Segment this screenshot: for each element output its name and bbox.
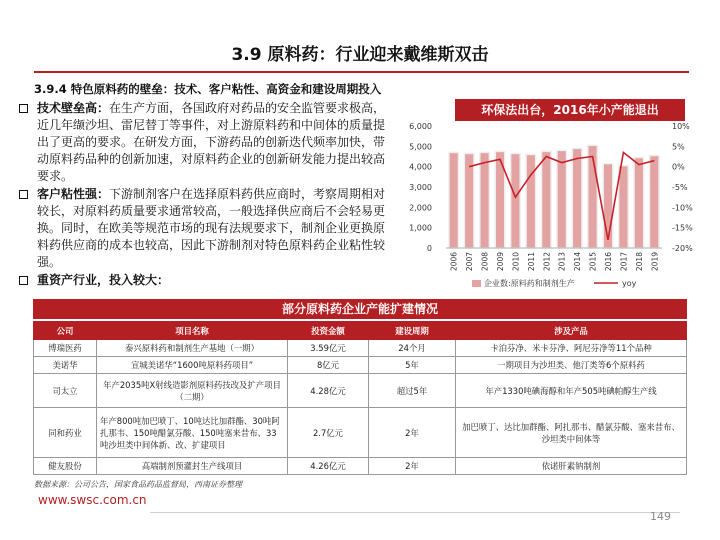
right-axis-tick-label: -5% <box>672 183 688 192</box>
category-label: 2014 <box>573 252 583 272</box>
table-banner: 部分原料药企业产能扩建情况 <box>33 299 687 319</box>
left-axis-tick-label: 0 <box>426 244 432 253</box>
table-row <box>34 357 687 374</box>
cell-project: 高端制剂预灌封生产线项目 <box>97 458 288 475</box>
category-label: 2006 <box>449 252 459 272</box>
cell-period: 超过5年 <box>369 374 456 408</box>
category-label: 2010 <box>511 252 521 272</box>
category-label: 2011 <box>526 252 536 272</box>
legend-bar-label: 企业数:原料药和制剂生产 <box>484 279 575 288</box>
bullet-item <box>19 186 391 271</box>
cell-investment: 4.28亿元 <box>288 374 369 408</box>
bar <box>557 150 567 248</box>
category-label: 2009 <box>496 252 505 272</box>
bullet-list <box>19 100 391 290</box>
bullet-item <box>19 272 391 289</box>
category-label: 2016 <box>604 252 613 272</box>
title-rule <box>34 71 689 73</box>
cell-products: 加巴喷丁、达比加群酯、阿扎那韦、醋氯芬酸、塞来昔布、沙坦类中间体等 <box>456 408 687 458</box>
bullet-box-icon <box>19 276 28 285</box>
category-label: 2007 <box>465 252 475 272</box>
website-link[interactable]: www.swsc.com.cn <box>38 493 147 507</box>
bar <box>572 148 582 248</box>
cell-investment: 4.26亿元 <box>288 458 369 475</box>
left-axis-tick-label: 1,000 <box>409 223 432 233</box>
footer-rule <box>150 512 680 513</box>
left-axis-tick-label: 2,000 <box>409 203 432 213</box>
category-label: 2015 <box>588 252 598 272</box>
cell-period: 24个月 <box>369 340 456 357</box>
category-label: 2019 <box>650 252 660 272</box>
legend-bar-swatch <box>472 280 481 287</box>
page-number: 149 <box>650 510 671 523</box>
cell-period: 5年 <box>369 357 456 374</box>
page-title: 3.9 原料药：行业迎来戴维斯双击 <box>231 45 489 65</box>
data-source-note: 数据来源：公司公告，国家食品药品监督局，西南证券整理 <box>34 480 242 489</box>
right-axis-tick-label: -10% <box>672 203 693 213</box>
right-axis-tick-label: 10% <box>672 122 690 131</box>
right-axis-tick-label: -20% <box>672 244 693 253</box>
cell-company: 司太立 <box>34 374 97 408</box>
table-header-row <box>34 322 687 340</box>
cell-project: 泰兴原料药和制剂生产基地（一期） <box>97 340 288 357</box>
category-label: 2013 <box>557 252 567 272</box>
cell-project: 年产2035吨X射线造影剂原料药技改及扩产项目（二期） <box>97 374 288 408</box>
table-row <box>34 408 687 458</box>
table-row <box>34 458 687 475</box>
bullet-text: 下游制剂客户在选择原料药供应商时，考察周期相对较长，对原料药质量要求通常较高，一般选择供应商后不会轻易更换。同时，在欧美等规范市场的现有法规要求下，制剂企业更换原料药供应商的成本也较高，因此下游制剂对特色原料药企业粘性较强。 <box>37 187 386 269</box>
bullet-box-icon <box>19 104 28 113</box>
col-period: 建设周期 <box>369 322 456 340</box>
bar <box>619 166 629 248</box>
col-company: 公司 <box>34 322 97 340</box>
bar <box>511 153 521 248</box>
cell-project: 宣城美诺华“1600吨原料药项目” <box>97 357 288 374</box>
capacity-table <box>33 321 687 475</box>
cell-products: 卡泊芬净、米卡芬净、阿尼芬净等11个品种 <box>456 340 687 357</box>
cell-products: 年产1330吨碘海醇和年产505吨碘帕醇生产线 <box>456 374 687 408</box>
section-subhead: 3.9.4 特色原料药的壁垒：技术、客户粘性、高资金和建设周期投入 <box>34 82 382 96</box>
bullet-head: 重资产行业，投入较大： <box>37 273 170 287</box>
cell-company: 博瑞医药 <box>34 340 97 357</box>
bullet-box-icon <box>19 190 28 199</box>
left-axis-tick-label: 3,000 <box>409 183 432 192</box>
bar <box>449 152 459 248</box>
bar <box>542 151 552 248</box>
bullet-text: 在生产方面，各国政府对药品的安全监管要求极高，近几年缬沙坦、雷尼替丁等事件，对上游原料药和中间体的质量提出了更高的要求。在研发方面，下游药品的创新迭代频率加快，带动原料药品种的创新加速，对原料药企业的创新研发能力提出较高要求。 <box>37 101 386 183</box>
cell-investment: 8亿元 <box>288 357 369 374</box>
right-axis-tick-label: -15% <box>672 223 693 233</box>
bullet-head: 客户粘性强： <box>37 187 110 201</box>
cell-company: 美诺华 <box>34 357 97 374</box>
bullet-item <box>19 100 391 185</box>
cell-investment: 3.59亿元 <box>288 340 369 357</box>
col-investment: 投资金额 <box>288 322 369 340</box>
bullet-head: 技术壁垒高： <box>37 101 110 115</box>
col-project: 项目名称 <box>97 322 288 340</box>
cell-products: 一期项目为沙坦类、他汀类等6个原料药 <box>456 357 687 374</box>
category-label: 2012 <box>542 252 552 272</box>
bar <box>464 153 474 248</box>
cell-products: 依诺肝素钠制剂 <box>456 458 687 475</box>
table-row <box>34 340 687 357</box>
right-axis-tick-label: 0% <box>672 162 685 172</box>
cell-period: 2年 <box>369 458 456 475</box>
category-label: 2018 <box>634 252 644 272</box>
category-label: 2017 <box>619 252 629 272</box>
enterprise-count-chart <box>400 118 700 298</box>
table-row <box>34 374 687 408</box>
right-axis-tick-label: 5% <box>672 142 685 152</box>
cell-company: 同和药业 <box>34 408 97 458</box>
chart-banner: 环保法出台，2016年小产能退出 <box>455 99 685 121</box>
category-label: 2008 <box>480 252 490 272</box>
cell-project: 年产800吨加巴喷丁、10吨达比加群酯、30吨阿扎那韦、150吨醋氯芬酸、150吨塞来昔布、33吨沙坦类中间体新、改、扩建项目 <box>97 408 288 458</box>
bar <box>634 158 644 248</box>
cell-investment: 2.7亿元 <box>288 408 369 458</box>
cell-period: 2年 <box>369 408 456 458</box>
left-axis-tick-label: 4,000 <box>409 162 432 172</box>
legend-line-label: yoy <box>622 279 637 288</box>
col-products: 涉及产品 <box>456 322 687 340</box>
left-axis-tick-label: 5,000 <box>409 142 432 152</box>
bar <box>526 154 536 248</box>
cell-company: 健友股份 <box>34 458 97 475</box>
bar <box>650 155 660 248</box>
left-axis-tick-label: 6,000 <box>409 122 432 131</box>
bar <box>480 152 490 248</box>
